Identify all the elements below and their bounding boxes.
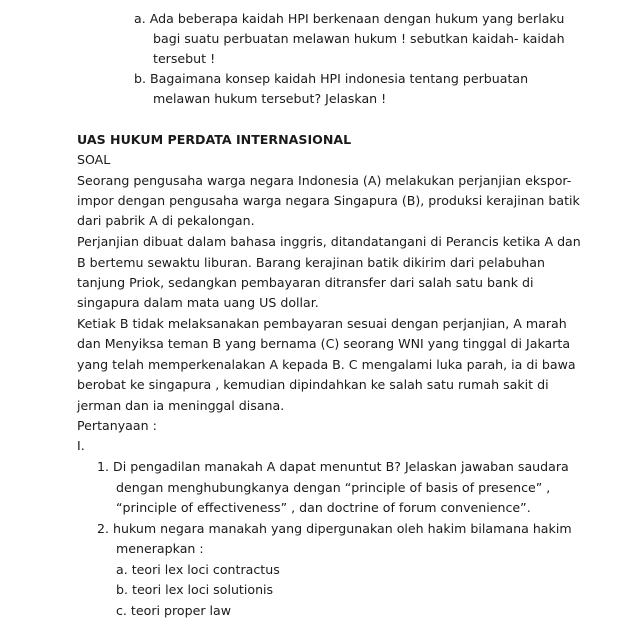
question-2-line-1: 2. hukum negara manakah yang dipergunakan oleh hakim bilamana hakim bbox=[97, 521, 572, 536]
paragraph-2-line-3: tanjung Priok, sedangkan pembayaran ditransfer dari salah satu bank di bbox=[77, 275, 534, 290]
list-item-a-line-2: bagi suatu perbuatan melawan hukum ! sebutkan kaidah- kaidah bbox=[153, 31, 565, 46]
paragraph-3-line-4: berobat ke singapura , kemudian dipindahkan ke salah satu rumah sakit di bbox=[77, 377, 549, 392]
soal-label: SOAL bbox=[77, 152, 111, 167]
question-1-line-1: 1. Di pengadilan manakah A dapat menuntut B? Jelaskan jawaban saudara bbox=[97, 459, 569, 474]
question-2-option-b: b. teori lex loci solutionis bbox=[116, 582, 274, 597]
paragraph-3-line-1: Ketiak B tidak melaksanakan pembayaran sesuai dengan perjanjian, A marah bbox=[77, 316, 567, 331]
paragraph-3-line-2: dan Menyiksa teman B yang bernama (C) seorang WNI yang tinggal di Jakarta bbox=[77, 336, 571, 351]
question-2-option-a: a. teori lex loci contractus bbox=[116, 562, 280, 577]
paragraph-2-line-2: B bertemu sewaktu liburan. Barang kerajinan batik dikirim dari pelabuhan bbox=[77, 255, 545, 270]
question-2-line-2: menerapkan : bbox=[116, 541, 204, 556]
question-2-option-c: c. teori proper law bbox=[116, 603, 232, 618]
pertanyaan-label: Pertanyaan : bbox=[77, 418, 157, 433]
question-1-line-3: “principle of effectiveness” , dan doctrine of forum convenience”. bbox=[116, 500, 531, 515]
list-item-a-line-3: tersebut ! bbox=[153, 51, 216, 66]
section-heading: UAS HUKUM PERDATA INTERNASIONAL bbox=[77, 132, 352, 147]
roman-numeral-one: I. bbox=[77, 438, 85, 453]
paragraph-1-line-1: Seorang pengusaha warga negara Indonesia (A) melakukan perjanjian ekspor- bbox=[77, 173, 572, 188]
paragraph-2-line-1: Perjanjian dibuat dalam bahasa inggris, ditandatangani di Perancis ketika A dan bbox=[77, 234, 581, 249]
paragraph-3-line-3: yang telah memperkenalakan A kepada B. C mengalami luka parah, ia di bawa bbox=[77, 357, 576, 372]
paragraph-1-line-2: impor dengan pengusaha warga negara Singapura (B), produksi kerajinan batik bbox=[77, 193, 580, 208]
paragraph-1-line-3: dari pabrik A di pekalongan. bbox=[77, 213, 255, 228]
list-item-a-line-1: a. Ada beberapa kaidah HPI berkenaan dengan hukum yang berlaku bbox=[134, 11, 565, 26]
question-1-line-2: dengan menghubungkanya dengan “principle of basis of presence” , bbox=[116, 480, 551, 495]
paragraph-3-line-5: jerman dan ia meninggal disana. bbox=[77, 398, 285, 413]
list-item-b-line-1: b. Bagaimana konsep kaidah HPI indonesia tentang perbuatan bbox=[134, 71, 529, 86]
list-item-b-line-2: melawan hukum tersebut? Jelaskan ! bbox=[153, 91, 387, 106]
paragraph-2-line-4: singapura dalam mata uang US dollar. bbox=[77, 295, 319, 310]
